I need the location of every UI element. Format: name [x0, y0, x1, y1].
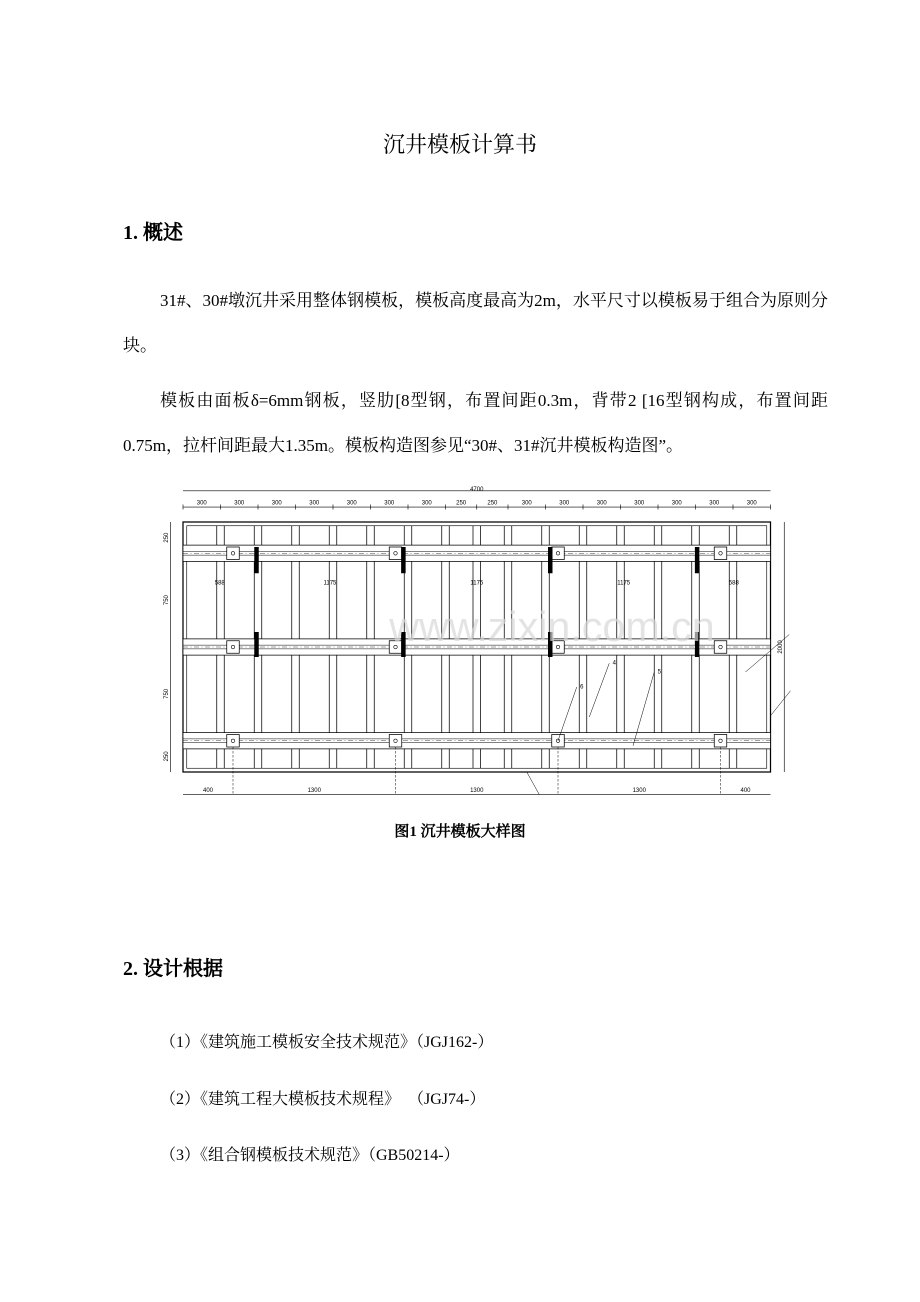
- joint-bar: [548, 547, 553, 573]
- tie-bolt-plate: [227, 735, 240, 748]
- dim-label-bottom: 1300: [307, 788, 321, 794]
- joint-bar: [695, 547, 700, 573]
- dim-label-column: 300: [234, 500, 245, 507]
- dim-label-bar-spacing: 588: [214, 580, 225, 587]
- paragraph: 模板由面板δ=6mm钢板，竖肋[8型钢，布置间距0.3m，背带2 [16型钢构成，布置间距0.75m，拉杆间距最大1.35m。模板构造图参见“30#、31#沉井模板构造图”。: [123, 391, 828, 455]
- document-title: 沉井模板计算书: [382, 132, 537, 157]
- tie-bolt-plate: [227, 641, 240, 654]
- tie-bolt-plate: [714, 735, 727, 748]
- dim-label-bar-spacing: 1175: [617, 580, 631, 587]
- dim-label-column: 300: [384, 500, 395, 507]
- dim-label-height: 750: [164, 688, 170, 699]
- dim-label-bar-spacing: 1175: [470, 580, 484, 587]
- dim-label-column: 300: [559, 500, 570, 507]
- dim-label-column: 300: [709, 500, 720, 507]
- tie-bolt-plate: [714, 547, 727, 560]
- reference-item: （1）《建筑施工模板安全技术规范》（JGJ162-）: [160, 1034, 494, 1051]
- tie-bolt-plate: [389, 547, 402, 560]
- reference-item: （2）《建筑工程大模板技术规程》 （JGJ74-）: [160, 1091, 486, 1108]
- dim-label-column: 300: [271, 500, 282, 507]
- callout-leader: [589, 663, 609, 717]
- dim-total-width: 4700: [470, 486, 484, 493]
- dim-total-height: 2000: [777, 640, 784, 654]
- dim-label-bar-spacing: 588: [728, 580, 739, 587]
- tie-bolt-plate: [552, 547, 565, 560]
- dim-label-column: 300: [521, 500, 532, 507]
- dim-label-height: 750: [164, 595, 170, 606]
- joint-bar: [254, 632, 259, 657]
- callout-label: 5: [657, 669, 661, 676]
- callout-leader: [771, 691, 791, 716]
- watermark: www.zixin.com.cn: [389, 603, 715, 650]
- callout-leader: [527, 772, 540, 795]
- dim-label-column: 300: [346, 500, 357, 507]
- callout-label: 6: [580, 684, 584, 691]
- section-heading-overview: 1. 概述: [123, 222, 183, 244]
- figure-caption: 图1 沉井模板大样图: [394, 824, 526, 840]
- dim-label-column: 250: [487, 500, 498, 507]
- dim-label-bottom: 1300: [470, 788, 484, 794]
- tie-bolt-plate: [714, 641, 727, 654]
- reference-item: （3）《组合钢模板技术规范》（GB50214-）: [160, 1147, 460, 1164]
- dim-label-height: 250: [164, 751, 170, 762]
- dim-label-column: 300: [634, 500, 645, 507]
- dim-label-column: 300: [196, 500, 207, 507]
- formwork-drawing: [164, 485, 790, 795]
- dim-label-column: 300: [746, 500, 757, 507]
- dim-label-column: 300: [309, 500, 320, 507]
- dim-label-bottom: 1300: [632, 788, 646, 794]
- dim-label-column: 300: [421, 500, 432, 507]
- dim-label-height: 250: [164, 532, 170, 543]
- dim-label-column: 300: [596, 500, 607, 507]
- joint-bar: [401, 547, 406, 573]
- tie-bolt-plate: [227, 547, 240, 560]
- section-heading-design-basis: 2. 设计根据: [123, 958, 223, 980]
- dim-label-bottom: 400: [202, 788, 214, 794]
- tie-bolt-plate: [389, 735, 402, 748]
- dim-label-column: 300: [671, 500, 682, 507]
- paragraph: 31#、30#墩沉井采用整体钢模板，模板高度最高为2m，水平尺寸以模板易于组合为原则分块。: [123, 291, 828, 355]
- dim-label-bottom: 400: [740, 788, 751, 794]
- dim-label-column: 250: [456, 500, 467, 507]
- dim-label-bar-spacing: 1175: [323, 580, 337, 587]
- joint-bar: [254, 547, 259, 573]
- callout-label: 4: [612, 660, 616, 667]
